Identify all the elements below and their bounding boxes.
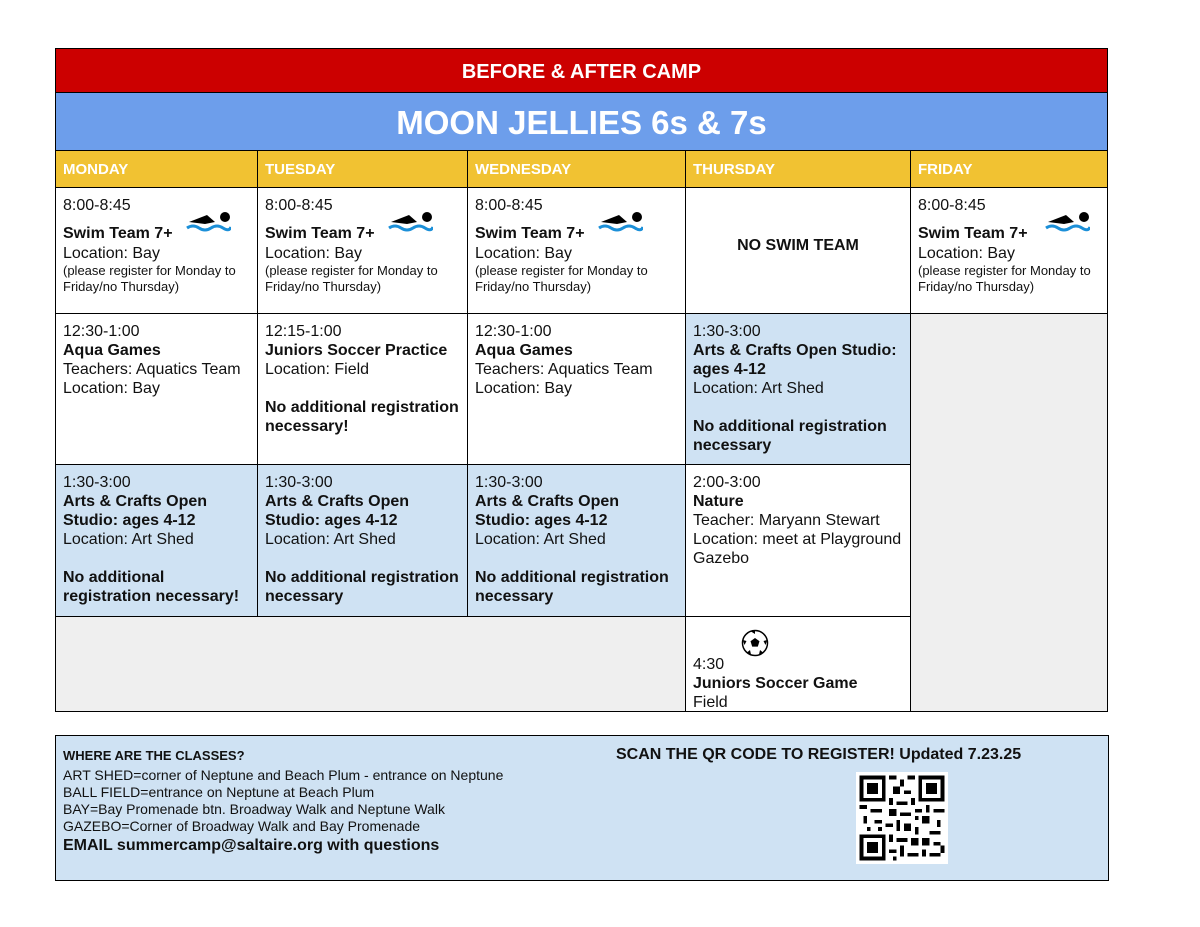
- event-title: Arts & Crafts Open Studio: ages 4-12: [265, 493, 410, 529]
- swim-title: Swim Team 7+: [63, 225, 173, 242]
- event-note: No additional registration necessary!: [265, 399, 459, 435]
- email-line: EMAIL summercamp@saltaire.org with questions: [63, 837, 440, 854]
- swim-title: Swim Team 7+: [475, 225, 585, 242]
- camp-banner: BEFORE & AFTER CAMP: [56, 49, 1107, 93]
- event-location: Location: Bay: [475, 380, 572, 397]
- event-time: 4:30: [693, 656, 725, 673]
- group-title: MOON JELLIES 6s & 7s: [56, 93, 1107, 151]
- swim-time: 8:00-8:45: [475, 197, 543, 214]
- swim-location: Location: Bay: [265, 245, 362, 262]
- swim-note: (please register for Monday to Friday/no Thursday): [918, 263, 1091, 294]
- arts-crafts-thursday: [686, 314, 911, 465]
- swim-location: Location: Bay: [475, 245, 572, 262]
- header-wednesday: WEDNESDAY: [468, 151, 686, 188]
- swimmer-icon: [185, 210, 231, 236]
- schedule-table: [55, 48, 1108, 712]
- event-time: 12:30-1:00: [475, 323, 552, 340]
- swim-note: (please register for Monday to Friday/no Thursday): [475, 263, 648, 294]
- swim-cell-wednesday: [468, 188, 686, 314]
- empty-block-mon-wed: [56, 617, 686, 711]
- swim-cell-tuesday: [258, 188, 468, 314]
- swimmer-icon: [387, 210, 433, 236]
- event-note: No additional registration necessary: [265, 569, 459, 605]
- event-location: Location: meet at Playground Gazebo: [693, 531, 902, 567]
- event-time: 12:15-1:00: [265, 323, 342, 340]
- swim-location: Location: Bay: [918, 245, 1015, 262]
- swimmer-icon: [597, 210, 643, 236]
- swim-title: Swim Team 7+: [265, 225, 375, 242]
- event-time: 1:30-3:00: [693, 323, 761, 340]
- event-note: No additional registration necessary: [693, 418, 887, 454]
- no-swim-team: NO SWIM TEAM: [737, 237, 859, 254]
- event-location: Location: Art Shed: [63, 531, 194, 548]
- qr-code-icon[interactable]: [856, 772, 948, 864]
- swimmer-icon: [1044, 210, 1090, 236]
- event-time: 1:30-3:00: [475, 474, 543, 491]
- arts-crafts-tuesday: [258, 465, 468, 617]
- event-location: Location: Art Shed: [475, 531, 606, 548]
- aqua-games-monday: [56, 314, 258, 465]
- header-monday: MONDAY: [56, 151, 258, 188]
- swim-note: (please register for Monday to Friday/no Thursday): [63, 263, 236, 294]
- event-note: No additional registration necessary!: [63, 569, 240, 605]
- arts-crafts-monday: [56, 465, 258, 617]
- scan-qr-heading: SCAN THE QR CODE TO REGISTER! Updated 7.23.25: [616, 746, 1022, 763]
- soccer-game-thursday: [686, 617, 911, 711]
- event-location: Location: Field: [265, 361, 370, 378]
- swim-time: 8:00-8:45: [265, 197, 333, 214]
- event-title: Aqua Games: [475, 342, 573, 359]
- event-teacher: Teacher: Maryann Stewart: [693, 512, 880, 529]
- swim-cell-monday: [56, 188, 258, 314]
- header-tuesday: TUESDAY: [258, 151, 468, 188]
- event-title: Juniors Soccer Practice: [265, 342, 448, 359]
- event-location: Location: Art Shed: [265, 531, 396, 548]
- info-panel: [55, 735, 1109, 881]
- where-heading: WHERE ARE THE CLASSES?: [63, 748, 245, 763]
- location-line: BAY=Bay Promenade btn. Broadway Walk and Neptune Walk: [63, 801, 445, 817]
- no-swim-cell-thursday: [686, 188, 911, 314]
- event-teachers: Teachers: Aquatics Team: [475, 361, 653, 378]
- swim-cell-friday: [911, 188, 1107, 314]
- event-teachers: Teachers: Aquatics Team: [63, 361, 241, 378]
- soccer-ball-icon: [741, 629, 769, 657]
- event-title: Juniors Soccer Game: [693, 675, 858, 692]
- event-title: Nature: [693, 493, 744, 510]
- arts-crafts-wednesday: [468, 465, 686, 617]
- header-friday: FRIDAY: [911, 151, 1107, 188]
- location-line: BALL FIELD=entrance on Neptune at Beach Plum: [63, 784, 375, 800]
- location-line: ART SHED=corner of Neptune and Beach Plum - entrance on Neptune: [63, 767, 504, 783]
- event-time: 1:30-3:00: [63, 474, 131, 491]
- event-location: Location: Art Shed: [693, 380, 824, 397]
- event-title: Arts & Crafts Open Studio: ages 4-12: [63, 493, 208, 529]
- event-location: Location: Bay: [63, 380, 160, 397]
- event-time: 12:30-1:00: [63, 323, 140, 340]
- swim-title: Swim Team 7+: [918, 225, 1028, 242]
- swim-time: 8:00-8:45: [63, 197, 131, 214]
- event-time: 2:00-3:00: [693, 474, 761, 491]
- event-note: No additional registration necessary: [475, 569, 669, 605]
- event-title: Arts & Crafts Open Studio: ages 4-12: [693, 342, 897, 378]
- swim-note: (please register for Monday to Friday/no Thursday): [265, 263, 438, 294]
- location-line: GAZEBO=Corner of Broadway Walk and Bay Promenade: [63, 818, 421, 834]
- event-title: Aqua Games: [63, 342, 161, 359]
- friday-empty-block: [911, 314, 1107, 711]
- swim-location: Location: Bay: [63, 245, 160, 262]
- swim-time: 8:00-8:45: [918, 197, 986, 214]
- event-title: Arts & Crafts Open Studio: ages 4-12: [475, 493, 620, 529]
- header-thursday: THURSDAY: [686, 151, 911, 188]
- event-location: Field: [693, 694, 728, 711]
- aqua-games-wednesday: [468, 314, 686, 465]
- soccer-practice-tuesday: [258, 314, 468, 465]
- nature-thursday: [686, 465, 911, 617]
- event-time: 1:30-3:00: [265, 474, 333, 491]
